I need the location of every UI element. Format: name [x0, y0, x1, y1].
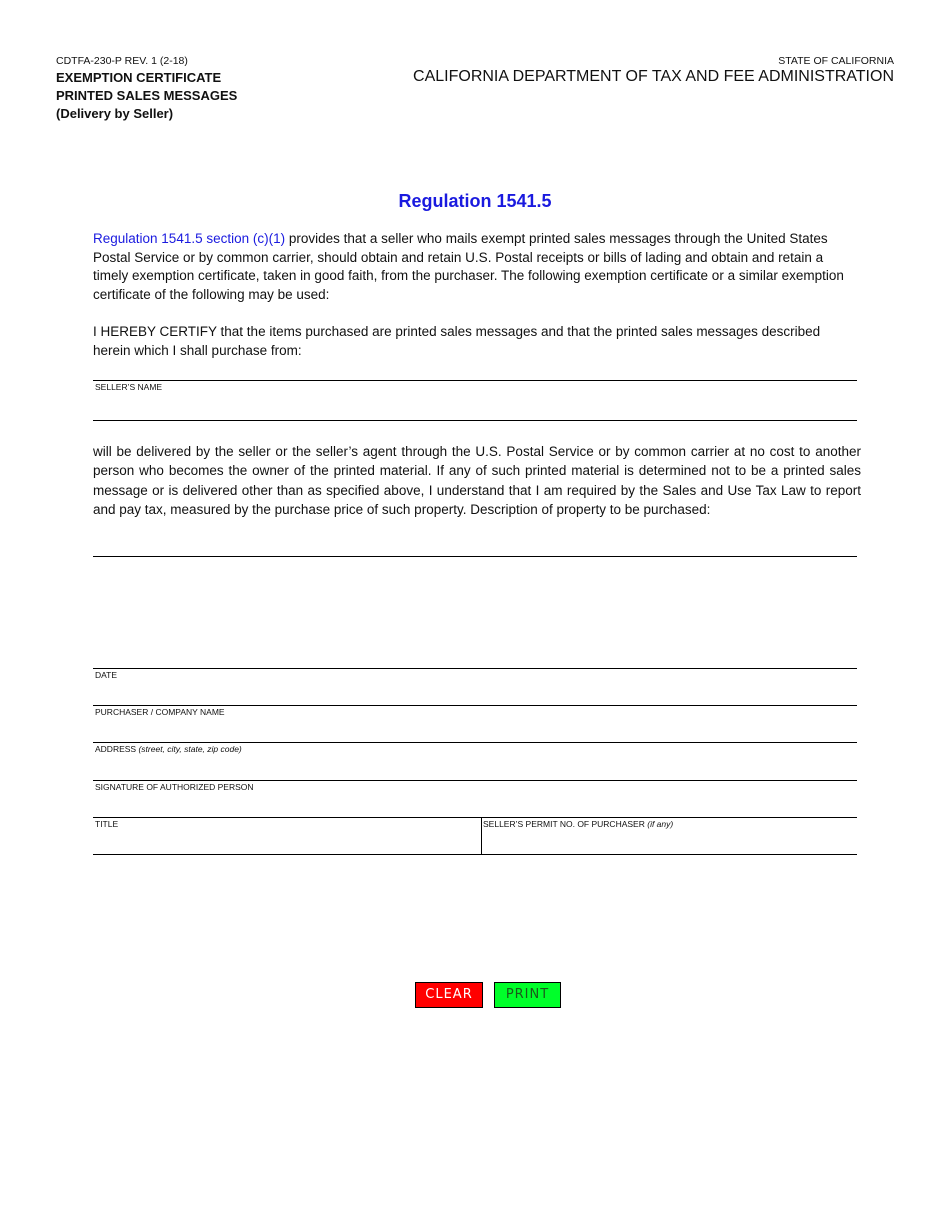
- signature-field[interactable]: [93, 780, 857, 817]
- sellers-name-label: SELLER’S NAME: [95, 382, 163, 392]
- purchaser-field[interactable]: [93, 705, 857, 742]
- permit-field[interactable]: [481, 817, 857, 855]
- purchaser-label: PURCHASER / COMPANY NAME: [95, 707, 225, 717]
- form-id: CDTFA-230-P REV. 1 (2-18): [56, 55, 188, 67]
- form-title: [56, 69, 237, 123]
- address-field[interactable]: [93, 742, 857, 780]
- print-button[interactable]: PRINT: [494, 982, 561, 1008]
- delivery-paragraph: will be delivered by the seller or the seller’s agent through the U.S. Postal Service or by common carrier at no cost to another person who becomes the owner of the printed material. If any of such printed material is determined not to be a printed sales message or is delivered other than as specified above, I understand that I am required by the Sales and Use Tax Law to report and pay tax, measured by the purchase price of such property. Description of property to be purchased:: [93, 444, 861, 518]
- form-title-line3: (Delivery by Seller): [56, 106, 174, 121]
- form-title-line2: PRINTED SALES MESSAGES: [56, 88, 238, 103]
- intro-text: provides that a seller who mails exempt printed sales messages through the United States Postal Service or by common carrier, should obtain and retain U.S. Postal receipts or bills of lading and obtain and retain a timely exemption certificate, taken in good faith, from the purchaser. The following exemption certificate or a similar exemption certificate of the following may be used:: [93, 231, 844, 303]
- signature-label: SIGNATURE OF AUTHORIZED PERSON: [95, 782, 254, 792]
- date-field[interactable]: [93, 668, 857, 705]
- permit-label: SELLER’S PERMIT NO. OF PURCHASER (if any): [483, 819, 674, 829]
- title-field[interactable]: [93, 817, 482, 855]
- department-name: CALIFORNIA DEPARTMENT OF TAX AND FEE ADMINISTRATION: [413, 68, 894, 85]
- title-label: TITLE: [95, 819, 119, 829]
- description-field[interactable]: [93, 557, 857, 667]
- certify-paragraph: I HEREBY CERTIFY that the items purchased are printed sales messages and that the printed sales messages described herein which I shall purchase from:: [93, 324, 821, 358]
- permit-hint: (if any): [647, 819, 674, 829]
- intro-paragraph: [93, 230, 861, 305]
- state-label: STATE OF CALIFORNIA: [778, 55, 894, 67]
- date-label: DATE: [95, 670, 118, 680]
- form-title-line1: EXEMPTION CERTIFICATE: [56, 70, 222, 85]
- address-label: ADDRESS (street, city, state, zip code): [95, 744, 242, 754]
- regulation-heading: Regulation 1541.5: [398, 191, 552, 211]
- address-hint: (street, city, state, zip code): [138, 744, 242, 754]
- sellers-name-field[interactable]: [93, 380, 857, 421]
- clear-button[interactable]: CLEAR: [415, 982, 483, 1008]
- regulation-link[interactable]: Regulation 1541.5 section (c)(1): [93, 231, 286, 246]
